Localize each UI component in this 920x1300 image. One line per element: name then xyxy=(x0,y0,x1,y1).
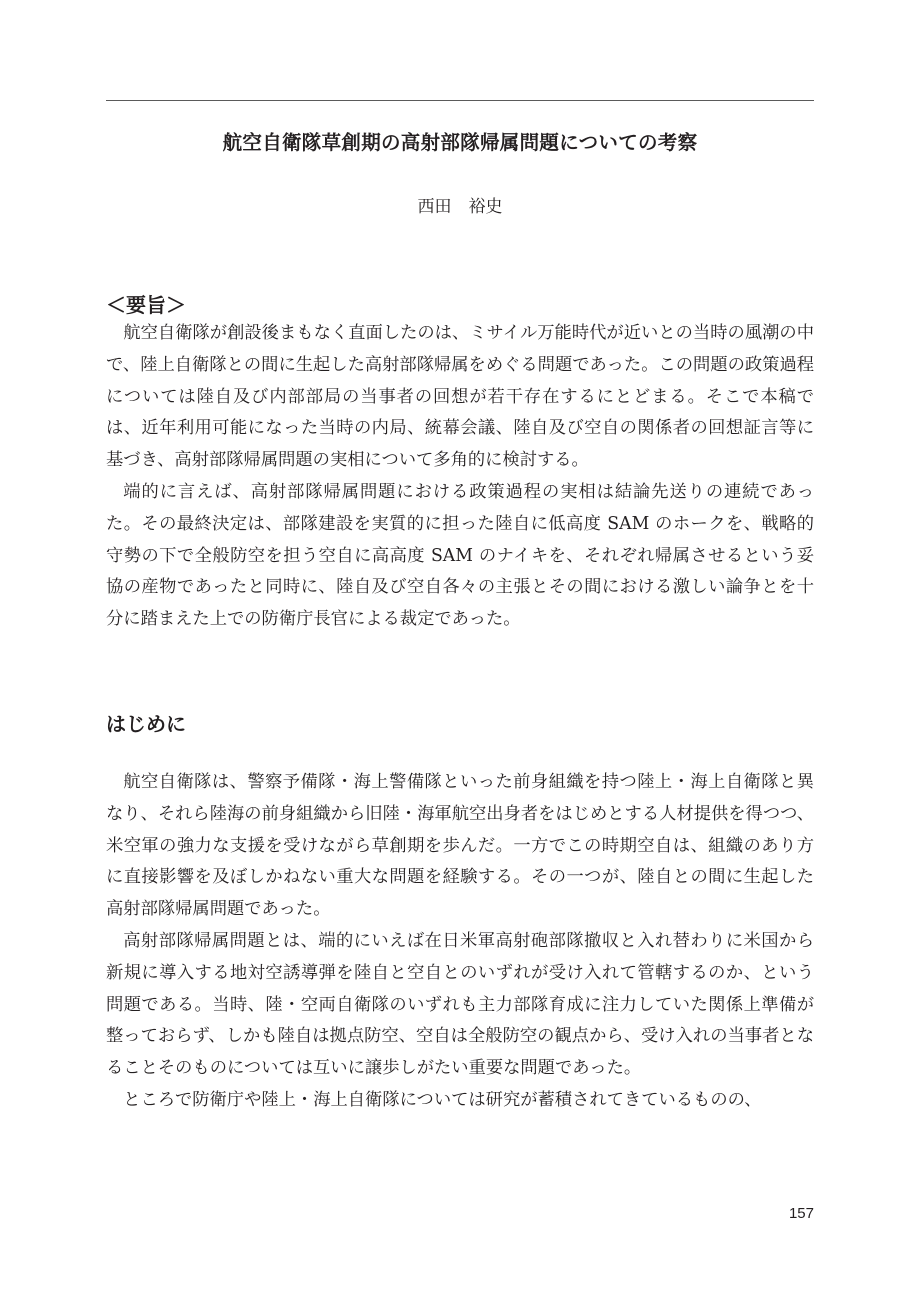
abstract-body xyxy=(106,318,814,636)
introduction-heading: はじめに xyxy=(106,712,186,736)
introduction-paragraph: 高射部隊帰属問題とは、端的にいえば在日米軍高射砲部隊撤収と入れ替わりに米国から新規に導入する地対空誘導弾を陸自と空自とのいずれが受け入れて管轄するのか、という問題である。当時、陸・空両自衛隊のいずれも主力部隊育成に注力していた関係上準備が整っておらず、しかも陸自は拠点防空、空自は全般防空の観点から、受け入れの当事者となることそのものについては互いに譲歩しがたい重要な問題であった。 xyxy=(106,930,814,1079)
header-rule xyxy=(106,100,814,101)
article-author: 西田 裕史 xyxy=(417,197,503,217)
article-title: 航空自衛隊草創期の高射部隊帰属問題についての考察 xyxy=(222,131,698,154)
introduction-paragraph: ところで防衛庁や陸上・海上自衛隊については研究が蓄積されてきているものの、 xyxy=(123,1089,762,1110)
introduction-paragraph: 航空自衛隊は、警察予備隊・海上警備隊といった前身組織を持つ陸上・海上自衛隊と異なり、それら陸海の前身組織から旧陸・海軍航空出身者をはじめとする人材提供を得つつ、米空軍の強力な支援を受けながら草創期を歩んだ。一方でこの時期空自は、組織のあり方に直接影響を及ぼしかねない重大な問題を経験する。その一つが、陸自との間に生起した高射部隊帰属問題であった。 xyxy=(106,772,814,920)
page-number: 157 xyxy=(788,1205,814,1222)
abstract-paragraph: 航空自衛隊が創設後まもなく直面したのは、ミサイル万能時代が近いとの当時の風潮の中で、陸上自衛隊との間に生起した高射部隊帰属をめぐる問題であった。この問題の政策過程については陸自及び内部部局の当事者の回想が若干存在するにとどまる。そこで本稿では、近年利用可能になった当時の内局、統幕会議、陸自及び空自の関係者の回想証言等に基づき、高射部隊帰属問題の実相について多角的に検討する。 xyxy=(106,323,815,471)
introduction-body xyxy=(106,767,814,1117)
abstract-paragraph: 端的に言えば、高射部隊帰属問題における政策過程の実相は結論先送りの連続であった。その最終決定は、部隊建設を実質的に担った陸自に低高度 SAM のホークを、戦略的守勢の下で全般防空を担う空自に高高度 SAM のナイキを、それぞれ帰属させるという妥協の産物であったと同時に、陸自及び空自各々の主張とその間における激しい論争とを十分に踏まえた上での防衛庁長官による裁定であった。 xyxy=(106,481,814,630)
abstract-heading: ＜要旨＞ xyxy=(106,293,186,317)
